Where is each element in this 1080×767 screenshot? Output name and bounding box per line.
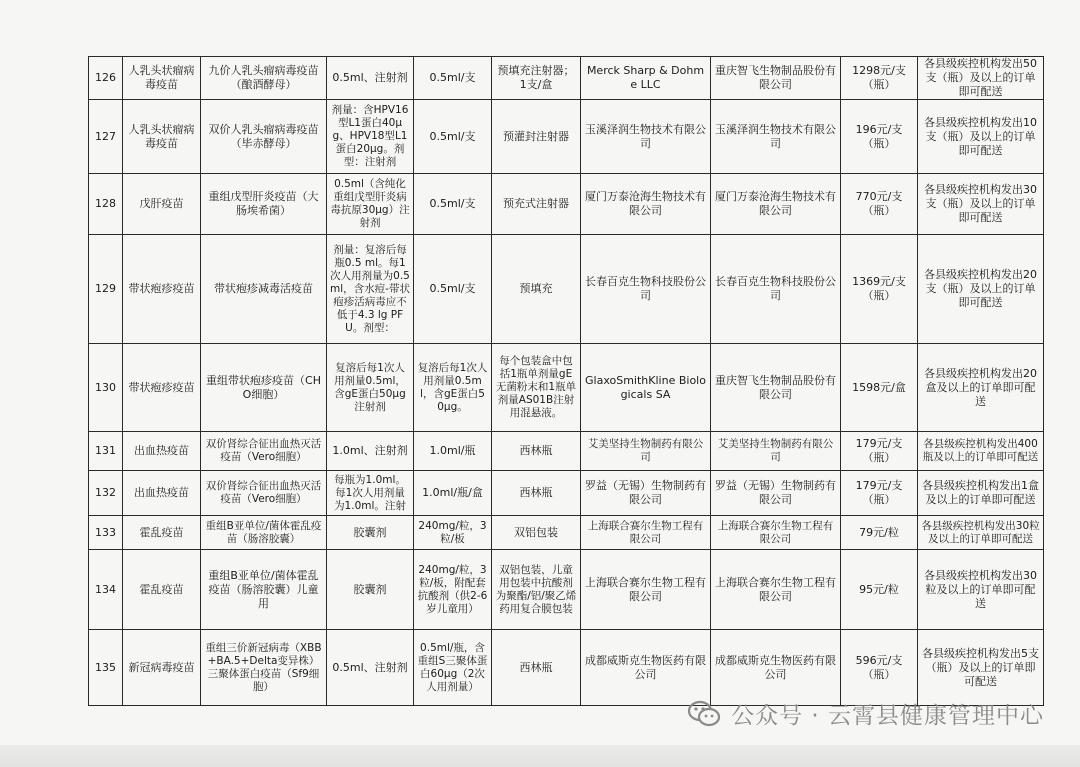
license-holder: 厦门万泰沧海生物技术有限公司 [581, 174, 711, 235]
price: 770元/支（瓶） [841, 174, 918, 235]
price: 196元/支（瓶） [841, 100, 918, 174]
price: 1298元/支（瓶） [841, 57, 918, 100]
specification: 0.5ml（含纯化重组戊型肝炎病毒抗原30μg）注射剂 [327, 174, 414, 235]
page-edge [0, 745, 1080, 767]
delivery-condition: 各县级疾控机构发出400瓶及以上的订单即可配送 [918, 432, 1044, 471]
row-number: 135 [89, 630, 123, 706]
table-body [89, 57, 1044, 706]
delivery-condition: 各县级疾控机构发出20盒及以上的订单即可配送 [918, 344, 1044, 432]
table-row [89, 100, 1044, 174]
license-holder: 成都威斯克生物医药有限公司 [581, 630, 711, 706]
row-number: 131 [89, 432, 123, 471]
manufacturer: 上海联合赛尔生物工程有限公司 [711, 550, 841, 630]
row-number: 129 [89, 235, 123, 344]
specification: 每瓶为1.0ml。每1次人用剂量为1.0ml。注射 [327, 471, 414, 516]
table-row [89, 174, 1044, 235]
license-holder: GlaxoSmithKline Biologicals SA [581, 344, 711, 432]
product-name: 重组三价新冠病毒（XBB+BA.5+Delta变异株）三聚体蛋白疫苗（Sf9细胞） [201, 630, 327, 706]
vaccine-category: 出血热疫苗 [123, 432, 201, 471]
vaccine-category: 带状疱疹疫苗 [123, 235, 201, 344]
product-name: 重组带状疱疹疫苗（CHO细胞） [201, 344, 327, 432]
table-row [89, 344, 1044, 432]
row-number: 128 [89, 174, 123, 235]
manufacturer: 重庆智飞生物制品股份有限公司 [711, 344, 841, 432]
table-row [89, 550, 1044, 630]
specification: 1.0ml、注射剂 [327, 432, 414, 471]
vaccine-category: 出血热疫苗 [123, 471, 201, 516]
dose-unit: 0.5ml/支 [414, 235, 492, 344]
dose-unit: 1.0ml/瓶/盒 [414, 471, 492, 516]
vaccine-category: 带状疱疹疫苗 [123, 344, 201, 432]
product-name: 双价肾综合征出血热灭活疫苗（Vero细胞） [201, 471, 327, 516]
vaccine-category: 人乳头状瘤病毒疫苗 [123, 57, 201, 100]
product-name: 重组B亚单位/菌体霍乱疫苗（肠溶胶囊） [201, 516, 327, 550]
delivery-condition: 各县级疾控机构发出10支（瓶）及以上的订单即可配送 [918, 100, 1044, 174]
vaccine-category: 霍乱疫苗 [123, 516, 201, 550]
table-row [89, 235, 1044, 344]
packaging: 西林瓶 [492, 471, 581, 516]
license-holder: 长春百克生物科技股份公司 [581, 235, 711, 344]
packaging: 预灌封注射器 [492, 100, 581, 174]
table-row [89, 471, 1044, 516]
manufacturer: 成都威斯克生物医药有限公司 [711, 630, 841, 706]
product-name: 重组B亚单位/菌体霍乱疫苗（肠溶胶囊）儿童用 [201, 550, 327, 630]
table-row [89, 57, 1044, 100]
product-name: 双价人乳头瘤病毒疫苗（毕赤酵母） [201, 100, 327, 174]
price: 179元/支（瓶） [841, 471, 918, 516]
license-holder: 玉溪泽润生物技术有限公司 [581, 100, 711, 174]
table-row [89, 432, 1044, 471]
vaccine-price-table [88, 56, 1044, 706]
row-number: 130 [89, 344, 123, 432]
specification: 剂量：含HPV16型L1蛋白40μg、HPV18型L1蛋白20μg。剂型：注射剂 [327, 100, 414, 174]
delivery-condition: 各县级疾控机构发出30支（瓶）及以上的订单即可配送 [918, 174, 1044, 235]
table-row [89, 630, 1044, 706]
watermark [687, 697, 1044, 730]
product-name: 带状疱疹减毒活疫苗 [201, 235, 327, 344]
product-name: 双价肾综合征出血热灭活疫苗（Vero细胞） [201, 432, 327, 471]
packaging: 双铝包装，儿童用包装中抗酸剂为聚酯/铝/聚乙烯药用复合膜包装 [492, 550, 581, 630]
table-row [89, 516, 1044, 550]
packaging: 双铝包装 [492, 516, 581, 550]
dose-unit: 240mg/粒，3粒/板 [414, 516, 492, 550]
specification: 0.5ml、注射剂 [327, 630, 414, 706]
dose-unit: 0.5ml/瓶，含重组S三聚体蛋白60μg（2次人用剂量） [414, 630, 492, 706]
delivery-condition: 各县级疾控机构发出50支（瓶）及以上的订单即可配送 [918, 57, 1044, 100]
manufacturer: 玉溪泽润生物技术有限公司 [711, 100, 841, 174]
packaging: 预填充注射器；1支/盒 [492, 57, 581, 100]
packaging: 每个包装盒中包括1瓶单剂量gE无菌粉末和1瓶单剂量AS01B注射用混悬液。 [492, 344, 581, 432]
row-number: 132 [89, 471, 123, 516]
license-holder: 上海联合赛尔生物工程有限公司 [581, 516, 711, 550]
price: 95元/粒 [841, 550, 918, 630]
specification: 胶囊剂 [327, 550, 414, 630]
watermark-text: 公众号 · 云霄县健康管理中心 [731, 703, 1044, 729]
manufacturer: 长春百克生物科技股份公司 [711, 235, 841, 344]
delivery-condition: 各县级疾控机构发出5支（瓶）及以上的订单即可配送 [918, 630, 1044, 706]
manufacturer: 重庆智飞生物制品股份有限公司 [711, 57, 841, 100]
delivery-condition: 各县级疾控机构发出1盒及以上的订单即可配送 [918, 471, 1044, 516]
manufacturer: 罗益（无锡）生物制药有限公司 [711, 471, 841, 516]
license-holder: 罗益（无锡）生物制药有限公司 [581, 471, 711, 516]
specification: 0.5ml、注射剂 [327, 57, 414, 100]
delivery-condition: 各县级疾控机构发出30粒及以上的订单即可配送 [918, 516, 1044, 550]
license-holder: Merck Sharp & Dohme LLC [581, 57, 711, 100]
delivery-condition: 各县级疾控机构发出30粒及以上的订单即可配送 [918, 550, 1044, 630]
packaging: 预填充 [492, 235, 581, 344]
packaging: 西林瓶 [492, 630, 581, 706]
row-number: 134 [89, 550, 123, 630]
price: 1369元/支（瓶） [841, 235, 918, 344]
packaging: 西林瓶 [492, 432, 581, 471]
specification: 复溶后每1次人用剂量0.5ml，含gE蛋白50μg注射剂 [327, 344, 414, 432]
dose-unit: 240mg/粒，3粒/板，附配套抗酸剂（供2-6岁儿童用） [414, 550, 492, 630]
dose-unit: 0.5ml/支 [414, 174, 492, 235]
manufacturer: 厦门万泰沧海生物技术有限公司 [711, 174, 841, 235]
manufacturer: 艾美坚持生物制药有限公司 [711, 432, 841, 471]
packaging: 预充式注射器 [492, 174, 581, 235]
vaccine-category: 戊肝疫苗 [123, 174, 201, 235]
vaccine-category: 霍乱疫苗 [123, 550, 201, 630]
specification: 胶囊剂 [327, 516, 414, 550]
price: 596元/支（瓶） [841, 630, 918, 706]
delivery-condition: 各县级疾控机构发出20支（瓶）及以上的订单即可配送 [918, 235, 1044, 344]
manufacturer: 上海联合赛尔生物工程有限公司 [711, 516, 841, 550]
row-number: 127 [89, 100, 123, 174]
dose-unit: 0.5ml/支 [414, 57, 492, 100]
dose-unit: 1.0ml/瓶 [414, 432, 492, 471]
price: 79元/粒 [841, 516, 918, 550]
price: 1598元/盒 [841, 344, 918, 432]
price: 179元/支（瓶） [841, 432, 918, 471]
dose-unit: 复溶后每1次人用剂量0.5ml，含gE蛋白50μg。 [414, 344, 492, 432]
specification: 剂量：复溶后每瓶0.5 ml。每1次人用剂量为0.5 ml，含水痘-带状疱疹活病毒应不低于4.3 lg PFU。剂型： [327, 235, 414, 344]
license-holder: 艾美坚持生物制药有限公司 [581, 432, 711, 471]
row-number: 126 [89, 57, 123, 100]
license-holder: 上海联合赛尔生物工程有限公司 [581, 550, 711, 630]
vaccine-category: 新冠病毒疫苗 [123, 630, 201, 706]
wechat-icon [687, 700, 721, 728]
product-name: 重组戊型肝炎疫苗（大肠埃希菌） [201, 174, 327, 235]
row-number: 133 [89, 516, 123, 550]
dose-unit: 0.5ml/支 [414, 100, 492, 174]
product-name: 九价人乳头瘤病毒疫苗（酿酒酵母） [201, 57, 327, 100]
vaccine-category: 人乳头状瘤病毒疫苗 [123, 100, 201, 174]
